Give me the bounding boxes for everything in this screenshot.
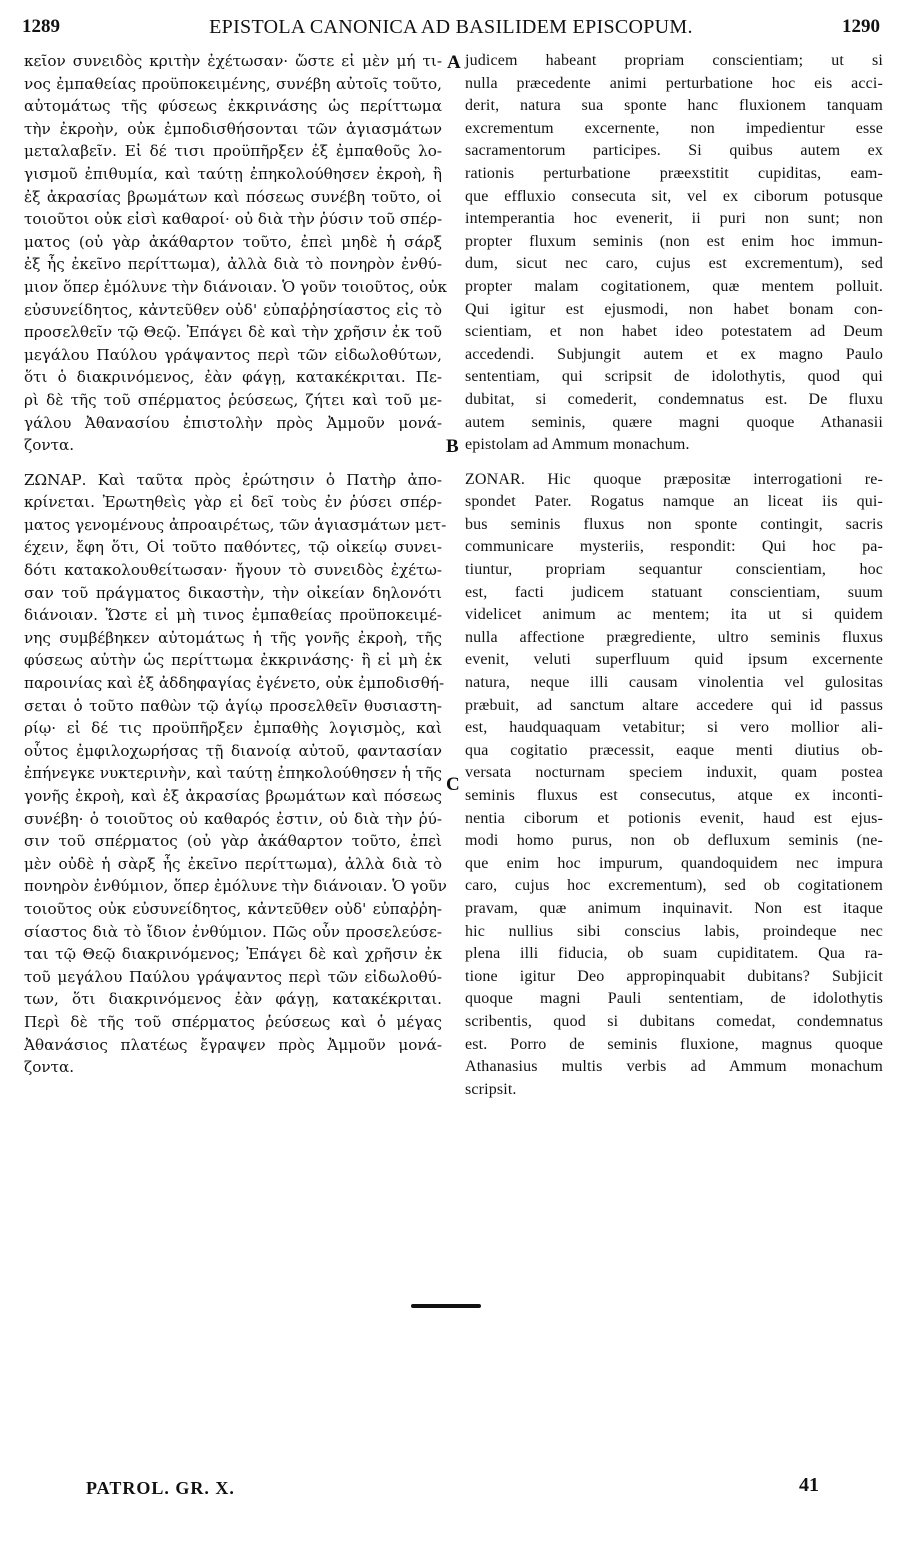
section-marker-c: C [446,774,460,795]
greek-text-line: μεταλαβεῖν. Εἰ δέ τισι προϋπῆρξεν ἐξ ἐμπαθοῦς λο- [24,142,442,161]
latin-text-line: bus seminis fluxus non sponte contingit, sacris [465,515,883,533]
page-number-left: 1289 [22,16,60,37]
greek-text-line: δότι κατακολουθείτωσαν· ἤγουν τὸ συνειδὸς ἐχέτω- [24,561,442,580]
latin-text-line: judicem habeant propriam conscientiam; ut si [465,52,883,69]
greek-text-line: κρίνεται. Ἐρωτηθεὶς γὰρ εἰ δεῖ τοὺς ἐν ῥύσει σπέρ- [24,493,442,512]
greek-text-line: αὐτομάτως τῆς φύσεως ἐκκρινάσης ὡς περίττωμα [24,97,442,116]
greek-text-line: γονῆς ἐκροὴ, καὶ ἐξ ἀκρασίας βρωμάτων καὶ πόσεως [24,787,442,805]
latin-text-line: est, facti judicem statuant conscientiam, suum [465,583,883,601]
latin-text-line: sacramentorum participes. Si quibus autem ex [465,142,883,160]
greek-text-line: γισμοῦ ἐπιθυμία, καὶ ταύτῃ ἐπηκολούθησεν ἐκροὴ, ἢ [24,164,442,183]
latin-text-line: dubitat, si comederit, condemnatus est. De fluxu [465,390,883,408]
latin-text-line: spondet Pater. Rogatus namque an liceat iis qui- [465,493,883,511]
latin-text-line: videlicet animum ac mentem; ita ut si quidem [465,606,883,624]
page-number-right: 1290 [842,16,880,37]
greek-text-line: σίαστος διὰ τὸ ἴδιον ἐνθύμιον. Πῶς οὖν προσελεύσε- [24,922,442,941]
latin-text-line: qua cogitatio præcessit, eaque menti diutius ob- [465,741,883,759]
latin-text-line: quoque magni Pauli sententiam, de idolothytis [465,990,883,1008]
latin-text-line: accedendi. Subjungit autem et ex magno Paulo [465,345,883,363]
running-title: EPISTOLA CANONICA AD BASILIDEM EPISCOPUM. [209,16,693,38]
greek-column [24,50,447,1079]
latin-text-line: Qui igitur est ejusmodi, non habet bonam con- [465,300,883,318]
greek-text-line: ἐξ ἧς ἐκεῖνο περίττωμα), ἀλλὰ διὰ τὸ πονηρὸν ἐνθύ- [24,255,442,274]
end-rule [411,1304,481,1308]
greek-text-line: ἐξ ἀκρασίας βρωμάτων καὶ πόσεως συνέβη τοῦτο, οἱ [24,187,442,206]
greek-text-line: σιν τοῦ σπέρματος (οὐ γὰρ ἀκάθαρτον τοῦτο, ἐπεὶ [24,832,442,851]
latin-text-line: sententiam, qui scripsit de idolothytis, quod qui [465,368,883,386]
greek-text-line: μὲν οὐδὲ ἡ σὰρξ ἧς ἐκεῖνο περίττωμα), ἀλλὰ διὰ τὸ [24,854,442,873]
latin-text-line: tiuntur, propriam sequantur conscientiam, hoc [465,561,883,579]
latin-text-line: est. Porro de seminis fluxione, magnus quoque [465,1035,883,1053]
greek-text-line: φύσεως αὐτὴν ὡς περίττωμα ἐκκρινάσης· ἢ εἰ μὴ ἐκ [24,651,442,670]
latin-text-line: derit, natura sua sponte hanc fluxionem tanquam [465,97,883,115]
running-header [20,16,882,44]
latin-text-line: tione igitur Deo appropinquabit dubitans? Subjicit [465,967,883,985]
greek-text-line: οὗτος ἐμφιλοχωρήσας τῇ διανοίᾳ αὐτοῦ, φαντασίαν [24,741,442,760]
latin-text-line: caro, cujus hoc excrementum), sed ob cogitationem [465,877,883,895]
greek-text-line: ἐπήνεγκε νυκτερινὴν, καὶ ταύτῃ ἐπηκολούθησεν ἡ τῆς [24,764,442,783]
latin-column [465,50,883,1101]
latin-text-line: seminis fluxus est consecutus, atque ex inconti- [465,787,883,804]
latin-text-line: Athanasius multis verbis ad Ammum monachum [465,1058,883,1076]
latin-text-line: evenit, veluti superfluum quid ipsum excernente [465,651,883,669]
greek-text-line: ματος (οὐ γὰρ ἀκάθαρτον τοῦτο, ἐπεὶ μηδὲ ἡ σάρξ [24,232,442,251]
latin-text-line: est, haudquaquam vetabitur; si vero mollior ali- [465,719,883,737]
greek-text-line: πονηρὸν ἐνθύμιον, ὅπερ ἐμόλυνε τὴν διάνοιαν. Ὁ γοῦν [24,877,447,896]
latin-text-line: que enim hoc impurum, quandoquidem nec impura [465,854,883,872]
latin-text-line: ZONAR. Hic quoque præpositæ interrogationi re- [465,470,883,488]
latin-text-line [465,457,883,469]
latin-text-line: scientiam, et non habet ideo potestatem ad Deum [465,323,883,341]
latin-text-line: excrementum excernente, non impedientur esse [465,119,883,137]
greek-text-line: τὴν ἐκροὴν, οὐκ ἐμποδισθήσονται τῶν ἁγιασμάτων [24,119,442,138]
latin-text-line: intemperantia hoc evenerit, ii puri non sunt; non [465,210,883,228]
greek-text-line: ματος γενομένους ἀπροαιρέτως, τῶν ἁγιασμάτων μετ- [24,515,447,534]
greek-text-line: ὅτι ὁ διακρινόμενος, ἐὰν φάγῃ, κατακέκριται. Πε- [24,368,442,387]
latin-text-line: scripsit. [465,1080,517,1098]
latin-text-line: dum, sicut nec caro, cujus est excrementum), sed [465,255,883,273]
latin-text-line: scribentis, quod si dubitans comedat, condemnatus [465,1012,883,1030]
latin-text-line: nulla affectione prægrediente, ultro seminis fluxus [465,628,883,646]
latin-text-line: autem seminis, quære magni quoque Athanasii [465,413,883,431]
latin-text-line: propter malam cogitationem, quæ mentem polluit. [465,277,883,295]
greek-text-line: προσελθεῖν τῷ Θεῷ. Ἐπάγει δὲ καὶ τὴν χρῆσιν ἐκ τοῦ [24,323,442,342]
greek-text-line: παροινίας καὶ ἐξ ἀδδηφαγίας ἐγένετο, οὐκ ἐμποδισθή- [24,674,445,693]
latin-text-line: nulla præcedente animi perturbatione hoc eis acci- [465,74,883,92]
greek-text-line: γάλου Ἀθανασίου ἐπιστολὴν πρὸς Ἀμμοῦν μονά- [24,413,442,432]
greek-text-line: ρὶ δὲ τῆς τοῦ σπέρματος ῥεύσεως, ζήτει καὶ τοῦ με- [24,390,442,409]
greek-text-line: ΖΩΝΑΡ. Καὶ ταῦτα πρὸς ἐρώτησιν ὁ Πατὴρ ἀπο- [24,470,442,489]
greek-text-line: μιον ὅπερ ἐμόλυνε τὴν διάνοιαν. Ὁ γοῦν τοιοῦτος, οὐκ [24,277,447,296]
greek-text-line: Ἀθανάσιος πλατέως ἔγραψεν πρὸς Ἀμμοῦν μονά- [24,1035,442,1054]
greek-text-line: κεῖον συνειδὸς κριτὴν ἐχέτωσαν· ὥστε εἰ μὲν μή τι- [24,52,442,70]
latin-text-line: plena illi fiducia, ob suam cupiditatem. Qua ra- [465,945,883,963]
latin-text-line: que effluxio consecuta sit, vel ex ciborum potusque [465,187,883,205]
greek-text-line: ζοντα. [24,436,75,455]
greek-text-line: σαν τοῦ πράγματος δικαστὴν, τὴν οἰκείαν δηλονότι [24,583,442,602]
greek-text-line: μεγάλου Παύλου γράψαντος περὶ τῶν εἰδωλοθύτων, [24,345,442,364]
greek-text-line: σεται ὁ τοῦτο παθὼν τῷ ἁγίῳ προσελθεῖν θυσιαστη- [24,696,442,715]
latin-text-line: versata nocturnam speciem induxit, quam postea [465,764,883,782]
latin-text-line: nentia ciborum et potionis evenit, haud est ejus- [465,809,883,827]
greek-text-line: συνέβη· ὁ τοιοῦτος οὐ καθαρός ἐστιν, οὐ διὰ τὴν ῥύ- [24,809,442,828]
greek-text-line: τοιοῦτοι οὐκ εἰσὶ καθαροί· οὐ διὰ τὴν ῥύσιν τοῦ σπέρ- [24,210,443,229]
greek-text-line: ζοντα. [24,1058,75,1077]
greek-text-line: ρίῳ· εἰ δέ τις προϋπῆρξεν ἐμπαθὴς λογισμὸς, καὶ [24,719,442,738]
latin-text-line: epistolam ad Ammum monachum. [465,436,690,454]
greek-text-line: νης συμβέβηκεν αὐτομάτως ἡ τῆς γονῆς ἐκροὴ, τῆς [24,628,442,647]
greek-text-line [24,457,442,469]
footer-signature: PATROL. GR. X. [86,1478,235,1498]
latin-text-line: natura, neque illi causam vinolentia vel gulositas [465,674,883,692]
greek-text-line: τοῦ μεγάλου Παύλου γράψαντος περὶ τῶν εἰδωλοθύ- [24,967,442,986]
greek-text-line: τοιοῦτος οὐκ εὐσυνείδητος, κἀντεῦθεν οὐδ' εὐπαῤῥη- [24,899,442,918]
latin-text-line: propter fluxum seminis (non est enim hoc immun- [465,232,883,250]
greek-text-line: εὐσυνείδητος, κἀντεῦθεν οὐδ' εὐπαῤῥησίαστος εἰς τὸ [24,300,442,319]
greek-text-line: έχειν, ἔφη ὅτι, Οἱ τοῦτο παθόντες, τῷ οἰκείῳ συνει- [24,538,442,557]
greek-text-line: Περὶ δὲ τῆς τοῦ σπέρματος ῥεύσεως καὶ ὁ μέγας [24,1012,442,1031]
latin-text-line: rationis perturbatione præexstitit cupiditas, eam- [465,164,883,182]
greek-text-line: διάνοιαν. Ὥστε εἰ μὴ τινος ἐμπαθείας προϋποκειμέ- [24,606,442,625]
latin-text-line: pravam, quæ animum inquinavit. Non est itaque [465,899,883,917]
section-marker-a: A [447,52,461,73]
latin-text-line: modi homo purus, non ob defluxum seminis (ne- [465,832,883,850]
greek-text-line: νος ἐμπαθείας προϋποκειμένης, συνέβη αὐτοῖς τοῦτο, [24,74,442,93]
greek-text-line: των, ὅτι διακρινόμενος ἐὰν φάγῃ, κατακέκριται. [24,990,442,1009]
greek-text-line: ται τῷ Θεῷ διακρινόμενος; Ἐπάγει δὲ καὶ χρῆσιν ἐκ [24,945,442,964]
section-marker-b: B [446,436,459,457]
latin-text-line: hic nullius sibi conscius labis, proindeque nec [465,922,883,940]
latin-text-line: præbuit, ad sanctum altare accedere qui id passus [465,696,883,714]
footer-sheet-number: 41 [799,1474,819,1496]
latin-text-line: communicare mysteriis, respondit: Qui hoc pa- [465,538,883,556]
